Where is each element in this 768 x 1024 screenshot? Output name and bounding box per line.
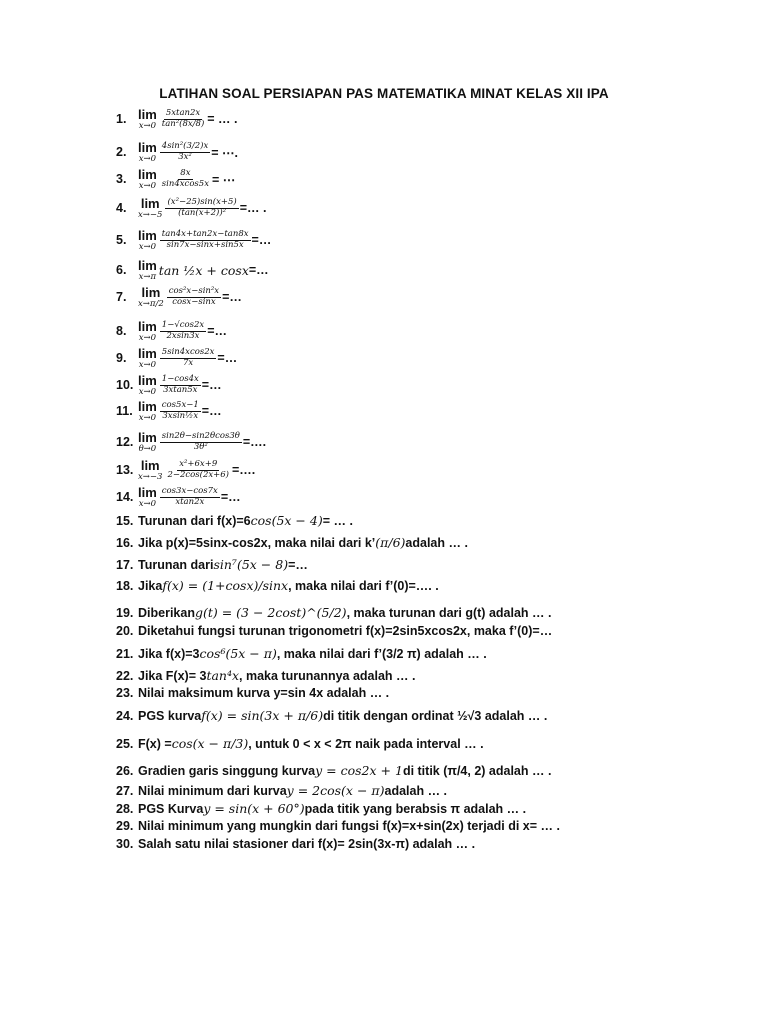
- problem-number: 13.: [116, 463, 134, 478]
- problem-tail: =…: [217, 351, 238, 366]
- problem-number: 29.: [116, 819, 134, 833]
- limit-operator: lim x→0: [138, 228, 157, 252]
- problem-28: 28. PGS Kurva y = sin(x + 60°) pada titik yang berabsis π adalah … .: [116, 801, 527, 816]
- limit-operator: lim x→0: [138, 319, 157, 343]
- problem-13: [116, 459, 255, 482]
- math-expression: g(t) = (3 − 2cost)^(5/2): [194, 605, 347, 620]
- fraction: $\frac{\text{4sin²(3/2)x}}{\text{3x²}}$: [161, 140, 209, 162]
- limit-operator: lim x→0: [138, 140, 157, 164]
- problem-15: 15. Turunan dari f(x)=6 cos(5x − 4) = … .: [116, 513, 353, 528]
- problem-number: 27.: [116, 783, 134, 798]
- math-expression: y = cos2x + 1: [315, 763, 403, 778]
- limit-operator: lim x→−5: [138, 196, 163, 220]
- problem-26: 26. Gradien garis singgung kurva y = cos2x + 1 di titik (π/4, 2) adalah … .: [116, 763, 552, 778]
- math-expression: y = sin(x + 60°): [203, 801, 305, 816]
- problem-tail: =…: [220, 490, 241, 505]
- limit-operator: lim x→0: [138, 373, 157, 397]
- problem-number: 3.: [116, 172, 127, 187]
- problem-3: [116, 168, 235, 191]
- fraction: $\frac{\sin 2\theta-\sin 2\theta\cos 3\theta}{\text{3θ²}}$: [161, 430, 240, 452]
- problem-tail: = ⋯: [212, 172, 236, 187]
- problem-number: 21.: [116, 646, 134, 661]
- math-expression: y = 2cos(x − π): [286, 783, 385, 798]
- limit-operator: lim x→0: [138, 346, 157, 370]
- math-expression: cos⁶(5x − π): [199, 646, 277, 661]
- problem-tail: = … .: [207, 112, 238, 127]
- math-expression: cos(x − π/3): [171, 736, 249, 751]
- problem-number: 24.: [116, 708, 134, 723]
- problem-24: 24. PGS kurva f(x) = sin(3x + π/6) di titik dengan ordinat ½√3 adalah … .: [116, 708, 548, 723]
- fraction: $\frac{\tan 4x+\tan 2x-\tan 8x}{\sin 7x-\sin x+\sin 5x}$: [161, 228, 249, 250]
- problem-17: 17. Turunan dari sin⁷(5x − 8) =…: [116, 557, 308, 572]
- problem-25: 25. F(x) = cos(x − π/3) , untuk 0 < x < 2π naik pada interval … .: [116, 736, 484, 751]
- problem-number: 7.: [116, 290, 127, 305]
- problem-number: 6.: [116, 263, 127, 278]
- problem-9: [116, 347, 237, 370]
- problem-11: [116, 400, 222, 423]
- problem-16: 16. Jika p(x)=5sinx-cos2x, maka nilai dari k’ (π/6) adalah … .: [116, 535, 468, 550]
- fraction: $\frac{\cos 5x-1}{\text{3xsin½x}}$: [161, 399, 199, 421]
- limit-operator: lim θ→0: [138, 430, 157, 454]
- problem-tail: = ⋯.: [211, 145, 239, 160]
- fraction: $\frac{\cos 3x-\cos 7x}{xtan2x}$: [161, 485, 218, 507]
- problem-number: 14.: [116, 490, 134, 505]
- problem-7: [116, 286, 242, 309]
- problem-tail: =…: [248, 263, 269, 278]
- problem-number: 28.: [116, 801, 134, 816]
- limit-operator: lim x→π: [138, 258, 157, 282]
- limit-operator: lim x→0: [138, 485, 157, 509]
- problem-number: 2.: [116, 145, 127, 160]
- math-expression: f(x) = sin(3x + π/6): [201, 708, 324, 723]
- problem-tail: =…: [207, 324, 227, 339]
- problem-21: 21. Jika f(x)=3 cos⁶(5x − π) , maka nilai dari f’(3/2 π) adalah … .: [116, 646, 487, 661]
- math-expression: cos(5x − 4): [250, 513, 323, 528]
- problem-number: 23.: [116, 686, 134, 700]
- problem-tail: =…: [251, 233, 272, 248]
- problem-number: 16.: [116, 535, 134, 550]
- fraction: $\frac{1-√\cos 2x}{2xsin3x}$: [161, 319, 205, 341]
- problem-tail: =…: [201, 404, 222, 419]
- limit-operator: lim x→0: [138, 399, 157, 423]
- problem-number: 9.: [116, 351, 127, 366]
- problem-tail: =…: [222, 290, 242, 305]
- problem-8: [116, 320, 227, 343]
- math-expression: f(x) = (1+cosx)/sinx: [162, 578, 289, 593]
- problem-6: [116, 259, 269, 282]
- problem-20: 20. Diketahui fungsi turunan trigonometri f(x)=2sin5xcos2x, maka f’(0)=…: [116, 624, 553, 638]
- problem-4: [116, 197, 267, 220]
- fraction: $\frac{8x}{\sin 4xcos5x}$: [161, 167, 209, 189]
- problem-number: 18.: [116, 578, 134, 593]
- fraction: $\frac{\text{x²+6x+9}}{2-2\cos(2x+6)}$: [167, 458, 229, 480]
- problem-number: 1.: [116, 112, 127, 127]
- problem-23: 23. Nilai maksimum kurva y=sin 4x adalah … .: [116, 686, 390, 700]
- problem-10: [116, 374, 222, 397]
- limit-operator: lim x→π/2: [138, 285, 164, 309]
- problem-number: 30.: [116, 837, 134, 851]
- problem-number: 20.: [116, 624, 134, 638]
- fraction: $\frac{\text{(x²−25)sin(x+5)}}{\text{(tan(x+2))²}}$: [167, 196, 237, 218]
- fraction: $\frac{5xtan2x}{\text{tan²(8x/8)}}$: [161, 107, 205, 129]
- problem-number: 8.: [116, 324, 127, 339]
- problem-tail: =…: [201, 378, 222, 393]
- problem-22: 22. Jika F(x)= 3 tan⁴x , maka turunannya adalah … .: [116, 668, 416, 683]
- problem-1: [116, 108, 238, 131]
- problem-2: [116, 141, 238, 164]
- limit-operator: lim x→−3: [138, 458, 163, 482]
- limit-operator: lim x→0: [138, 107, 157, 131]
- problem-number: 17.: [116, 557, 134, 572]
- math-expression: tan⁴x: [206, 668, 240, 683]
- problem-19: 19. Diberikan g(t) = (3 − 2cost)^(5/2) , maka turunan dari g(t) adalah … .: [116, 605, 552, 620]
- math-expression: (π/6): [375, 535, 406, 550]
- problem-number: 19.: [116, 605, 134, 620]
- problem-number: 10.: [116, 378, 134, 393]
- fraction: $\frac{\text{cos²x−sin²x}}{\cos x-\sin x}$: [168, 285, 220, 307]
- fraction: $\frac{5\sin 4xcos2x}{7x}$: [161, 346, 215, 368]
- problem-12: [116, 431, 266, 454]
- math-expression: tan ½x + cosx: [158, 262, 249, 278]
- problem-number: 4.: [116, 201, 127, 216]
- problem-14: [116, 486, 241, 509]
- problem-27: 27. Nilai minimum dari kurva y = 2cos(x − π) adalah … .: [116, 783, 448, 798]
- problem-number: 25.: [116, 736, 134, 751]
- problem-18: 18. Jika f(x) = (1+cosx)/sinx , maka nilai dari f’(0)=…. .: [116, 578, 439, 593]
- problem-number: 22.: [116, 668, 134, 683]
- problem-tail: =….: [242, 435, 267, 450]
- problem-number: 11.: [116, 404, 133, 419]
- problem-number: 26.: [116, 763, 134, 778]
- math-expression: sin⁷(5x − 8): [213, 557, 289, 572]
- fraction: $\frac{1-\cos 4x}{3xtan5x}$: [161, 373, 199, 395]
- problem-number: 5.: [116, 233, 127, 248]
- problem-tail: =… .: [239, 201, 267, 216]
- problem-30: 30. Salah satu nilai stasioner dari f(x)= 2sin(3x-π) adalah … .: [116, 837, 476, 851]
- limit-operator: lim x→0: [138, 167, 157, 191]
- problem-5: [116, 229, 271, 252]
- problem-29: 29. Nilai minimum yang mungkin dari fungsi f(x)=x+sin(2x) terjadi di x= … .: [116, 819, 560, 833]
- problem-number: 12.: [116, 435, 134, 450]
- problem-tail: =….: [232, 463, 256, 478]
- page-title: LATIHAN SOAL PERSIAPAN PAS MATEMATIKA MINAT KELAS XII IPA: [159, 86, 609, 101]
- problem-number: 15.: [116, 513, 134, 528]
